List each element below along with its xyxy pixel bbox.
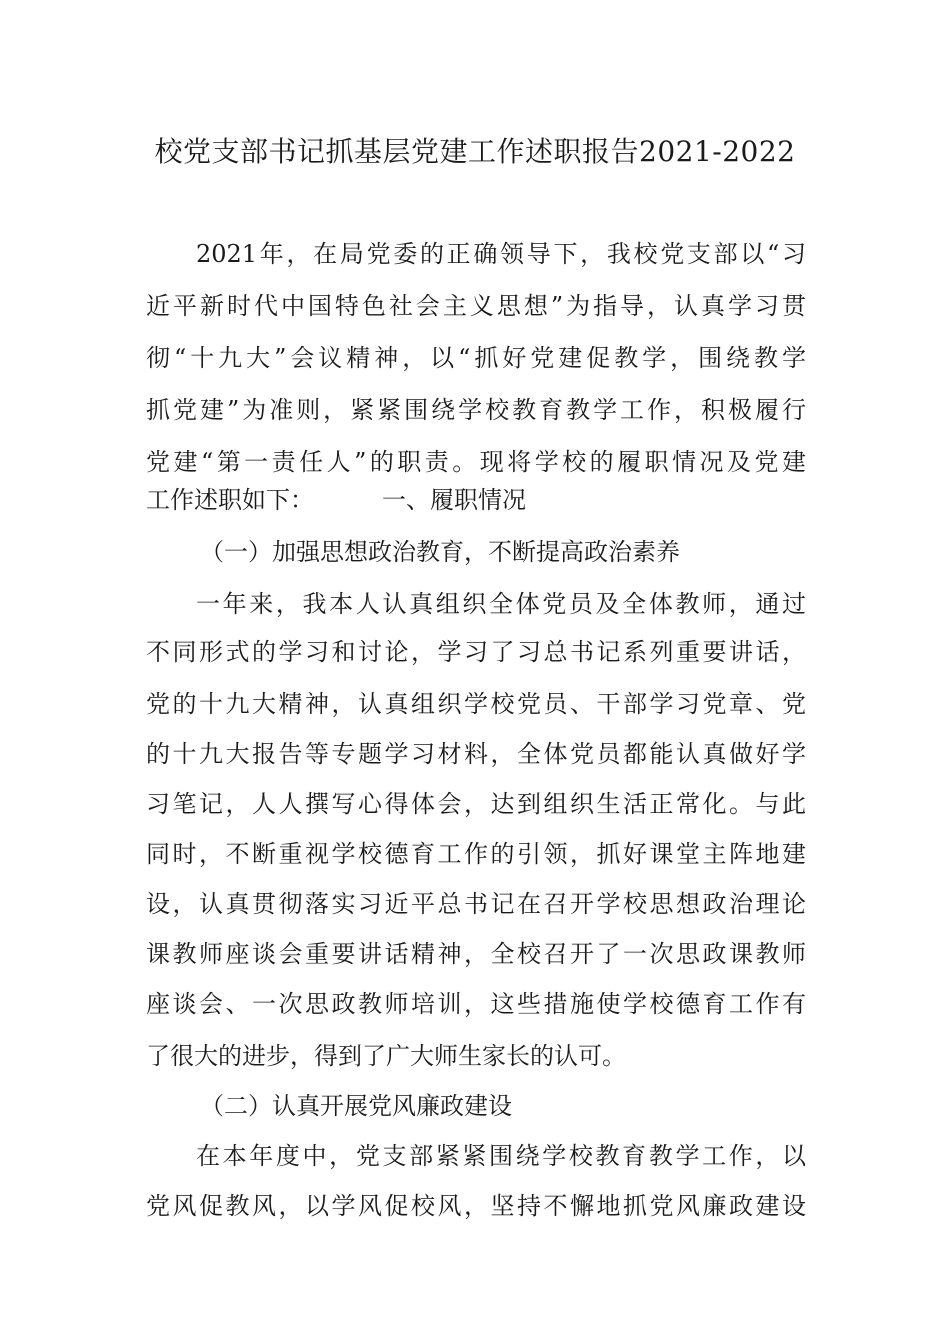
- intro-last-text: 工作述职如下：: [146, 486, 314, 514]
- section1-line-8: 课教师座谈会重要讲话精神，全校召开了一次思政课教师: [146, 940, 806, 968]
- intro-line-3: 彻“十九大”会议精神，以“抓好党建促教学，围绕教学: [146, 344, 806, 372]
- intro-line-2: 近平新时代中国特色社会主义思想”为指导，认真学习贯: [146, 292, 806, 320]
- section1-line-9: 座谈会、一次思政教师培训，这些措施使学校德育工作有: [146, 990, 806, 1018]
- section1-line-2: 不同形式的学习和讨论，学习了习总书记系列重要讲话，: [146, 638, 806, 666]
- intro-last-line: [146, 484, 806, 516]
- section-heading-performance: 一、履职情况: [382, 486, 526, 514]
- section1-line-5: 习笔记，人人撰写心得体会，达到组织生活正常化。与此: [146, 790, 806, 818]
- intro-line-1: 2021年，在局党委的正确领导下，我校党支部以“习: [196, 240, 806, 268]
- section1-line-1: 一年来，我本人认真组织全体党员及全体教师，通过: [196, 590, 806, 618]
- section1-heading: （一）加强思想政治教育，不断提高政治素养: [200, 538, 680, 566]
- section1-line-10: 了很大的进步，得到了广大师生家长的认可。: [146, 1042, 626, 1070]
- section2-line-1: 在本年度中，党支部紧紧围绕学校教育教学工作，以: [196, 1142, 806, 1170]
- section2-line-2: 党风促教风，以学风促校风，坚持不懈地抓党风廉政建设: [146, 1192, 806, 1220]
- section2-heading: （二）认真开展党风廉政建设: [200, 1092, 512, 1120]
- section1-line-3: 党的十九大精神，认真组织学校党员、干部学习党章、党: [146, 690, 806, 718]
- section1-line-7: 设，认真贯彻落实习近平总书记在召开学校思想政治理论: [146, 890, 806, 918]
- section1-line-6: 同时，不断重视学校德育工作的引领，抓好课堂主阵地建: [146, 840, 806, 868]
- intro-line-5: 党建“第一责任人”的职责。现将学校的履职情况及党建: [146, 448, 806, 476]
- section1-line-4: 的十九大报告等专题学习材料，全体党员都能认真做好学: [146, 740, 806, 768]
- document-title: 校党支部书记抓基层党建工作述职报告2021-2022: [154, 135, 796, 168]
- intro-line-4: 抓党建”为准则，紧紧围绕学校教育教学工作，积极履行: [146, 396, 806, 424]
